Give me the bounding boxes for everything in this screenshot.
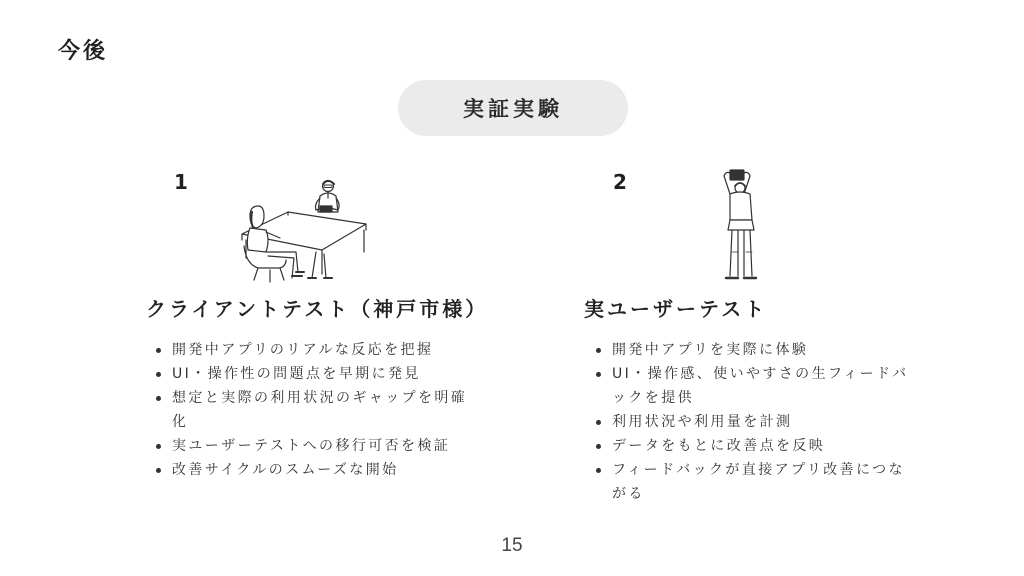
list-item: 改善サイクルのスムーズな開始 [154,458,474,482]
list-item: 実ユーザーテストへの移行可否を検証 [154,434,474,458]
list-item: 開発中アプリのリアルな反応を把握 [154,338,474,362]
page-heading: 今後 [58,39,109,64]
column-1-number: 1 [174,170,188,194]
section-pill-label: 実証実験 [463,97,563,121]
list-item: 想定と実際の利用状況のギャップを明確化 [154,386,474,434]
standing-person-phone-illustration-icon [712,166,772,288]
list-item: UI・操作感、使いやすさの生フィードバックを提供 [594,362,914,410]
page-number: 15 [501,535,523,556]
list-item: 開発中アプリを実際に体験 [594,338,914,362]
column-2-title: 実ユーザーテスト [584,297,768,321]
section-pill [398,80,628,136]
list-item: 利用状況や利用量を計測 [594,410,914,434]
meeting-table-illustration-icon [236,172,368,284]
list-item: データをもとに改善点を反映 [594,434,914,458]
list-item: UI・操作性の問題点を早期に発見 [154,362,474,386]
column-2-number: 2 [613,170,627,194]
column-1-bullet-list [154,338,474,482]
list-item: フィードバックが直接アプリ改善につながる [594,458,914,506]
column-2-bullet-list [594,338,914,506]
column-1-title: クライアントテスト（神戸市様） [146,297,489,321]
